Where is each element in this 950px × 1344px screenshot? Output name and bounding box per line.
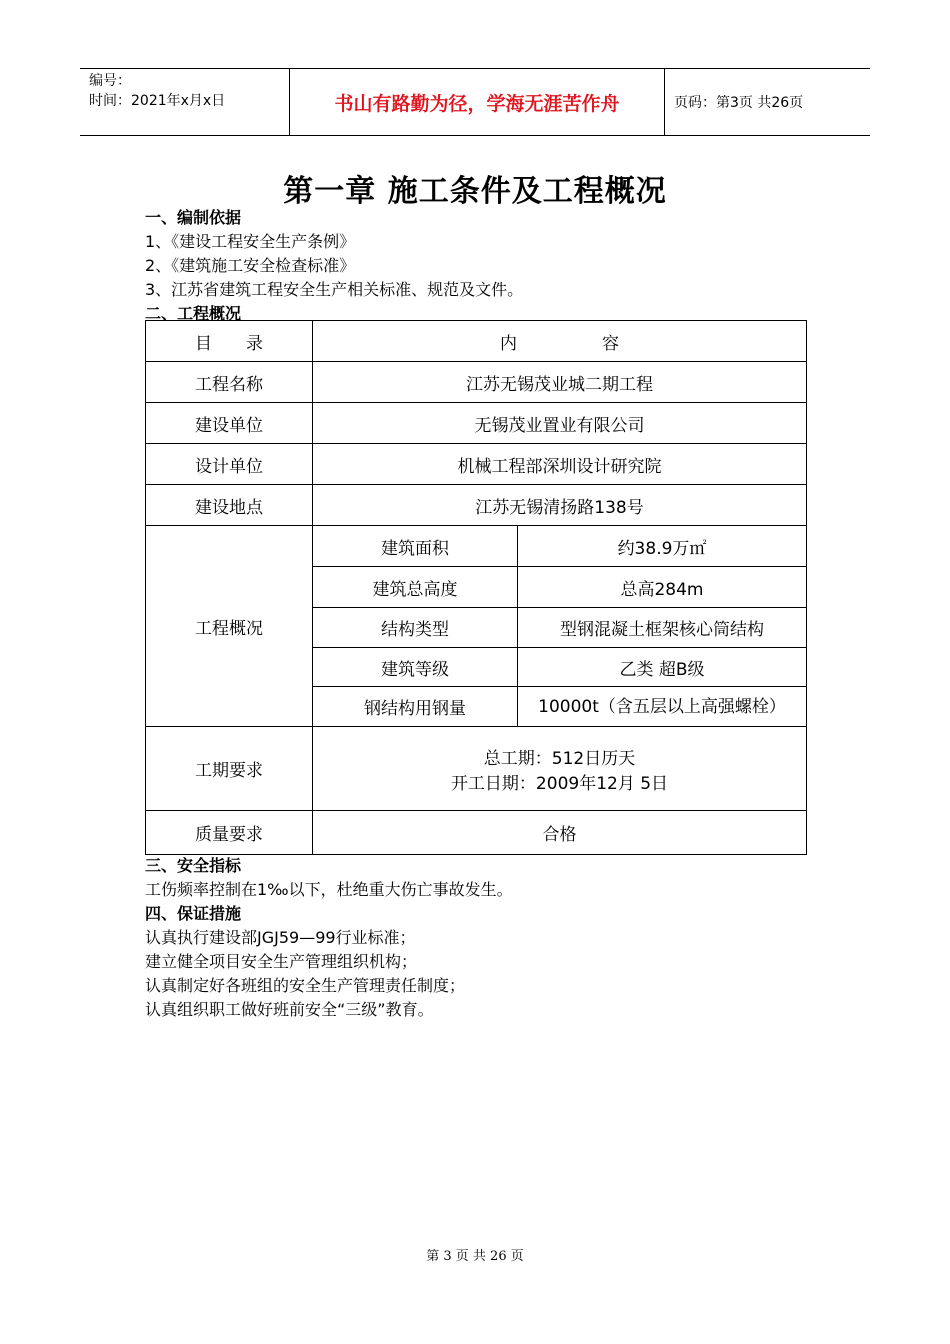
number-label: 编号： xyxy=(89,73,131,89)
page-footer: 第 3 页 共 26 页 xyxy=(426,1249,524,1264)
sub-label: 建筑总高度 xyxy=(313,567,518,608)
sub-value: 10000t（含五层以上高强螺栓） xyxy=(518,687,807,727)
page-header xyxy=(80,68,870,136)
sub-label: 结构类型 xyxy=(313,608,518,648)
project-overview-table xyxy=(145,320,807,855)
table-row xyxy=(146,362,807,403)
list-item: 认真制定好各班组的安全生产管理责任制度； xyxy=(145,976,466,995)
schedule-cell xyxy=(313,727,807,811)
sub-value: 乙类 超B级 xyxy=(518,648,807,687)
section-safety xyxy=(145,854,513,1022)
chapter-title: 第一章 施工条件及工程概况 xyxy=(283,174,667,209)
list-item: 认真组织职工做好班前安全“三级”教育。 xyxy=(145,1000,434,1019)
table-header-cell: 目 录 xyxy=(146,321,313,362)
motto: 书山有路勤为径，学海无涯苦作舟 xyxy=(290,69,665,136)
sub-value: 约38.9万㎡ xyxy=(518,526,807,567)
table-header-cell: 内 容 xyxy=(313,321,807,362)
row-label: 设计单位 xyxy=(146,444,313,485)
row-label: 建设地点 xyxy=(146,485,313,526)
section-heading: 三、安全指标 xyxy=(145,856,242,875)
table-row xyxy=(146,403,807,444)
start-date: 开工日期：2009年12月 5日 xyxy=(450,773,669,794)
list-item: 3、江苏省建筑工程安全生产相关标准、规范及文件。 xyxy=(145,280,524,299)
table-row xyxy=(146,444,807,485)
row-value: 江苏无锡清扬路138号 xyxy=(313,485,807,526)
overview-label: 工程概况 xyxy=(146,526,313,727)
row-value: 无锡茂业置业有限公司 xyxy=(313,403,807,444)
time-label: 时间：2021年x月x日 xyxy=(89,93,226,109)
sub-value: 总高284m xyxy=(518,567,807,608)
table-row xyxy=(146,526,807,567)
sub-value: 型钢混凝土框架核心筒结构 xyxy=(518,608,807,648)
table-header-row xyxy=(146,321,807,362)
row-label: 建设单位 xyxy=(146,403,313,444)
list-item: 2、《建筑施工安全检查标准》 xyxy=(145,256,356,275)
row-label: 质量要求 xyxy=(146,811,313,855)
row-value: 机械工程部深圳设计研究院 xyxy=(313,444,807,485)
page-info: 页码：第3页 共26页 xyxy=(665,69,871,136)
sub-label: 建筑等级 xyxy=(313,648,518,687)
total-duration: 总工期：512日历天 xyxy=(483,748,636,769)
list-item: 建立健全项目安全生产管理组织机构； xyxy=(145,952,418,971)
list-item: 1、《建设工程安全生产条例》 xyxy=(145,232,356,251)
section-heading: 四、保证措施 xyxy=(145,904,242,923)
list-item: 认真执行建设部JGJ59—99行业标准； xyxy=(145,928,416,947)
table-row xyxy=(146,727,807,811)
sub-label: 钢结构用钢量 xyxy=(313,687,518,727)
paragraph: 工伤频率控制在1‰以下，杜绝重大伤亡事故发生。 xyxy=(145,880,513,899)
table-row xyxy=(146,811,807,855)
row-value: 合格 xyxy=(313,811,807,855)
table-row xyxy=(146,485,807,526)
sub-label: 建筑面积 xyxy=(313,526,518,567)
row-label: 工期要求 xyxy=(146,727,313,811)
section-heading: 一、编制依据 xyxy=(145,208,242,227)
row-value: 江苏无锡茂业城二期工程 xyxy=(313,362,807,403)
header-meta xyxy=(80,69,290,136)
section-heading: 二、工程概况 xyxy=(145,304,242,323)
row-label: 工程名称 xyxy=(146,362,313,403)
section-basis xyxy=(145,206,523,326)
